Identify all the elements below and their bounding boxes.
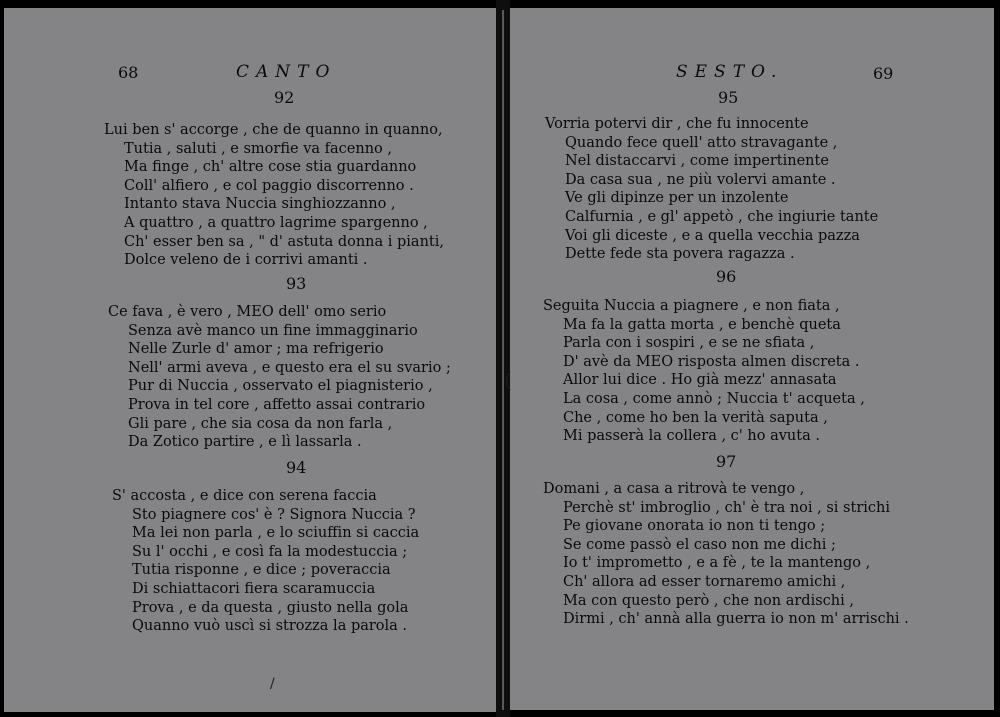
verse-line: Pur di Nuccia , osservato el piagnisterio , [128,378,433,395]
verse-line: Ma lei non parla , e lo sciuffin si caccia [132,525,420,542]
verse-line: Prova in tel core , affetto assai contrario [128,396,426,413]
verse-line: Dette fede sta povera ragazza . [565,246,795,263]
stanza-92 [104,121,444,270]
verse-line: Se come passò el caso non me dichi ; [563,536,836,553]
running-head-right: SESTO. [676,62,784,82]
verse-line: Quanno vuò uscì si strozza la parola . [132,618,408,635]
verse-line: Ch' esser ben sa , " d' astuta donna i pianti, [124,233,444,250]
stanza-97 [543,480,909,629]
verse-line: Ma con questo però , che non ardischi , [563,592,854,609]
verse-line: Voi gli diceste , e a quella vecchia pazza [565,227,860,244]
verse-line: Parla con i sospiri , e se ne sfiata , [563,335,815,352]
right-page [504,8,994,710]
verse-line: Senza avè manco un fine immagginario [128,322,418,339]
verse-line: Perchè st' imbroglio , ch' è tra noi , si strichi [563,499,890,516]
verse-line: A quattro , a quattro lagrime spargenno , [124,214,428,231]
verse-line: Pe giovane onorata io non ti tengo ; [563,518,826,535]
stanza-number: 97 [716,452,737,471]
verse-line: Prova , e da questa , giusto nella gola [132,599,409,616]
verse-line: Io t' imprometto , e a fè , te la mantengo , [563,555,871,572]
verse-line: Gli pare , che sia cosa da non farla , [128,415,393,432]
verse-line: S' accosta , e dice con serena faccia [112,488,377,504]
verse-line: Tutia , saluti , e smorfie va facenno , [124,140,392,157]
verse-line: Nel distaccarvi , come impertinente [565,153,829,170]
verse-line: Ch' allora ad esser tornaremo amichi , [563,573,846,590]
stanza-number: 92 [274,88,295,107]
verse-line: Che , come ho ben la verità saputa , [563,409,828,426]
verse-line: Da casa sua , ne più volervi amante . [565,171,836,188]
stanza-96 [543,297,865,446]
verse-line: Ma finge , ch' altre cose stia guardanno [124,159,417,176]
verse-line: Domani , a casa a ritrovà te vengo , [543,481,805,497]
verse-line: Ma fa la gatta morta , e benchè queta [563,316,841,333]
verse-line: Intanto stava Nuccia singhiozzanno , [124,196,396,213]
verse-line: Dirmi , ch' annà alla guerra io non m' arrischi . [563,611,909,628]
page-number-right: 69 [873,64,894,83]
verse-line: Nell' armi aveva , e questo era el su svario ; [128,359,451,376]
page-number-left: 68 [118,63,139,82]
stanza-95 [545,115,878,264]
verse-line: Coll' alfiero , e col paggio discorrenno . [124,177,414,194]
verse-line: Calfurnia , e gl' appetò , che ingiurie tante [565,208,879,225]
verse-line: D' avè da MEO risposta almen discreta . [563,353,860,370]
stanza-number: 95 [718,88,739,107]
verse-line: Da Zotico partire , e lì lassarla . [128,434,362,451]
verse-line: Vorria potervi dir , che fu innocente [545,116,809,132]
verse-line: Quando fece quell' atto stravagante , [565,134,838,151]
stanza-93 [108,303,451,452]
verse-line: Seguita Nuccia a piagnere , e non fiata , [543,298,840,314]
verse-line: Allor lui dice . Ho già mezz' annasata [563,372,837,389]
gutter-edge [502,10,504,710]
stray-mark: / [270,676,275,692]
stray-mark: ( [504,368,512,392]
verse-line: Ve gli dipinze per un inzolente [565,190,789,207]
verse-line: Ce fava , è vero , MEO dell' omo serio [108,304,387,320]
left-page [4,8,496,712]
verse-line: Sto piagnere cos' è ? Signora Nuccia ? [132,506,416,523]
stanza-number: 93 [286,274,307,293]
verse-line: Mi passerà la collera , c' ho avuta . [563,428,820,445]
verse-line: Tutia risponne , e dice ; poveraccia [132,562,391,579]
verse-line: Lui ben s' accorge , che de quanno in quanno, [104,122,443,138]
verse-line: La cosa , come annò ; Nuccia t' acqueta , [563,390,865,407]
running-head-left: CANTO [236,62,337,82]
verse-line: Dolce veleno de i corrivi amanti . [124,252,368,269]
stanza-94 [112,487,419,636]
stanza-number: 96 [716,267,737,286]
verse-line: Di schiattacori fiera scaramuccia [132,580,376,597]
verse-line: Nelle Zurle d' amor ; ma refrigerio [128,341,384,358]
verse-line: Su l' occhi , e così fa la modestuccia ; [132,543,408,560]
stanza-number: 94 [286,458,307,477]
